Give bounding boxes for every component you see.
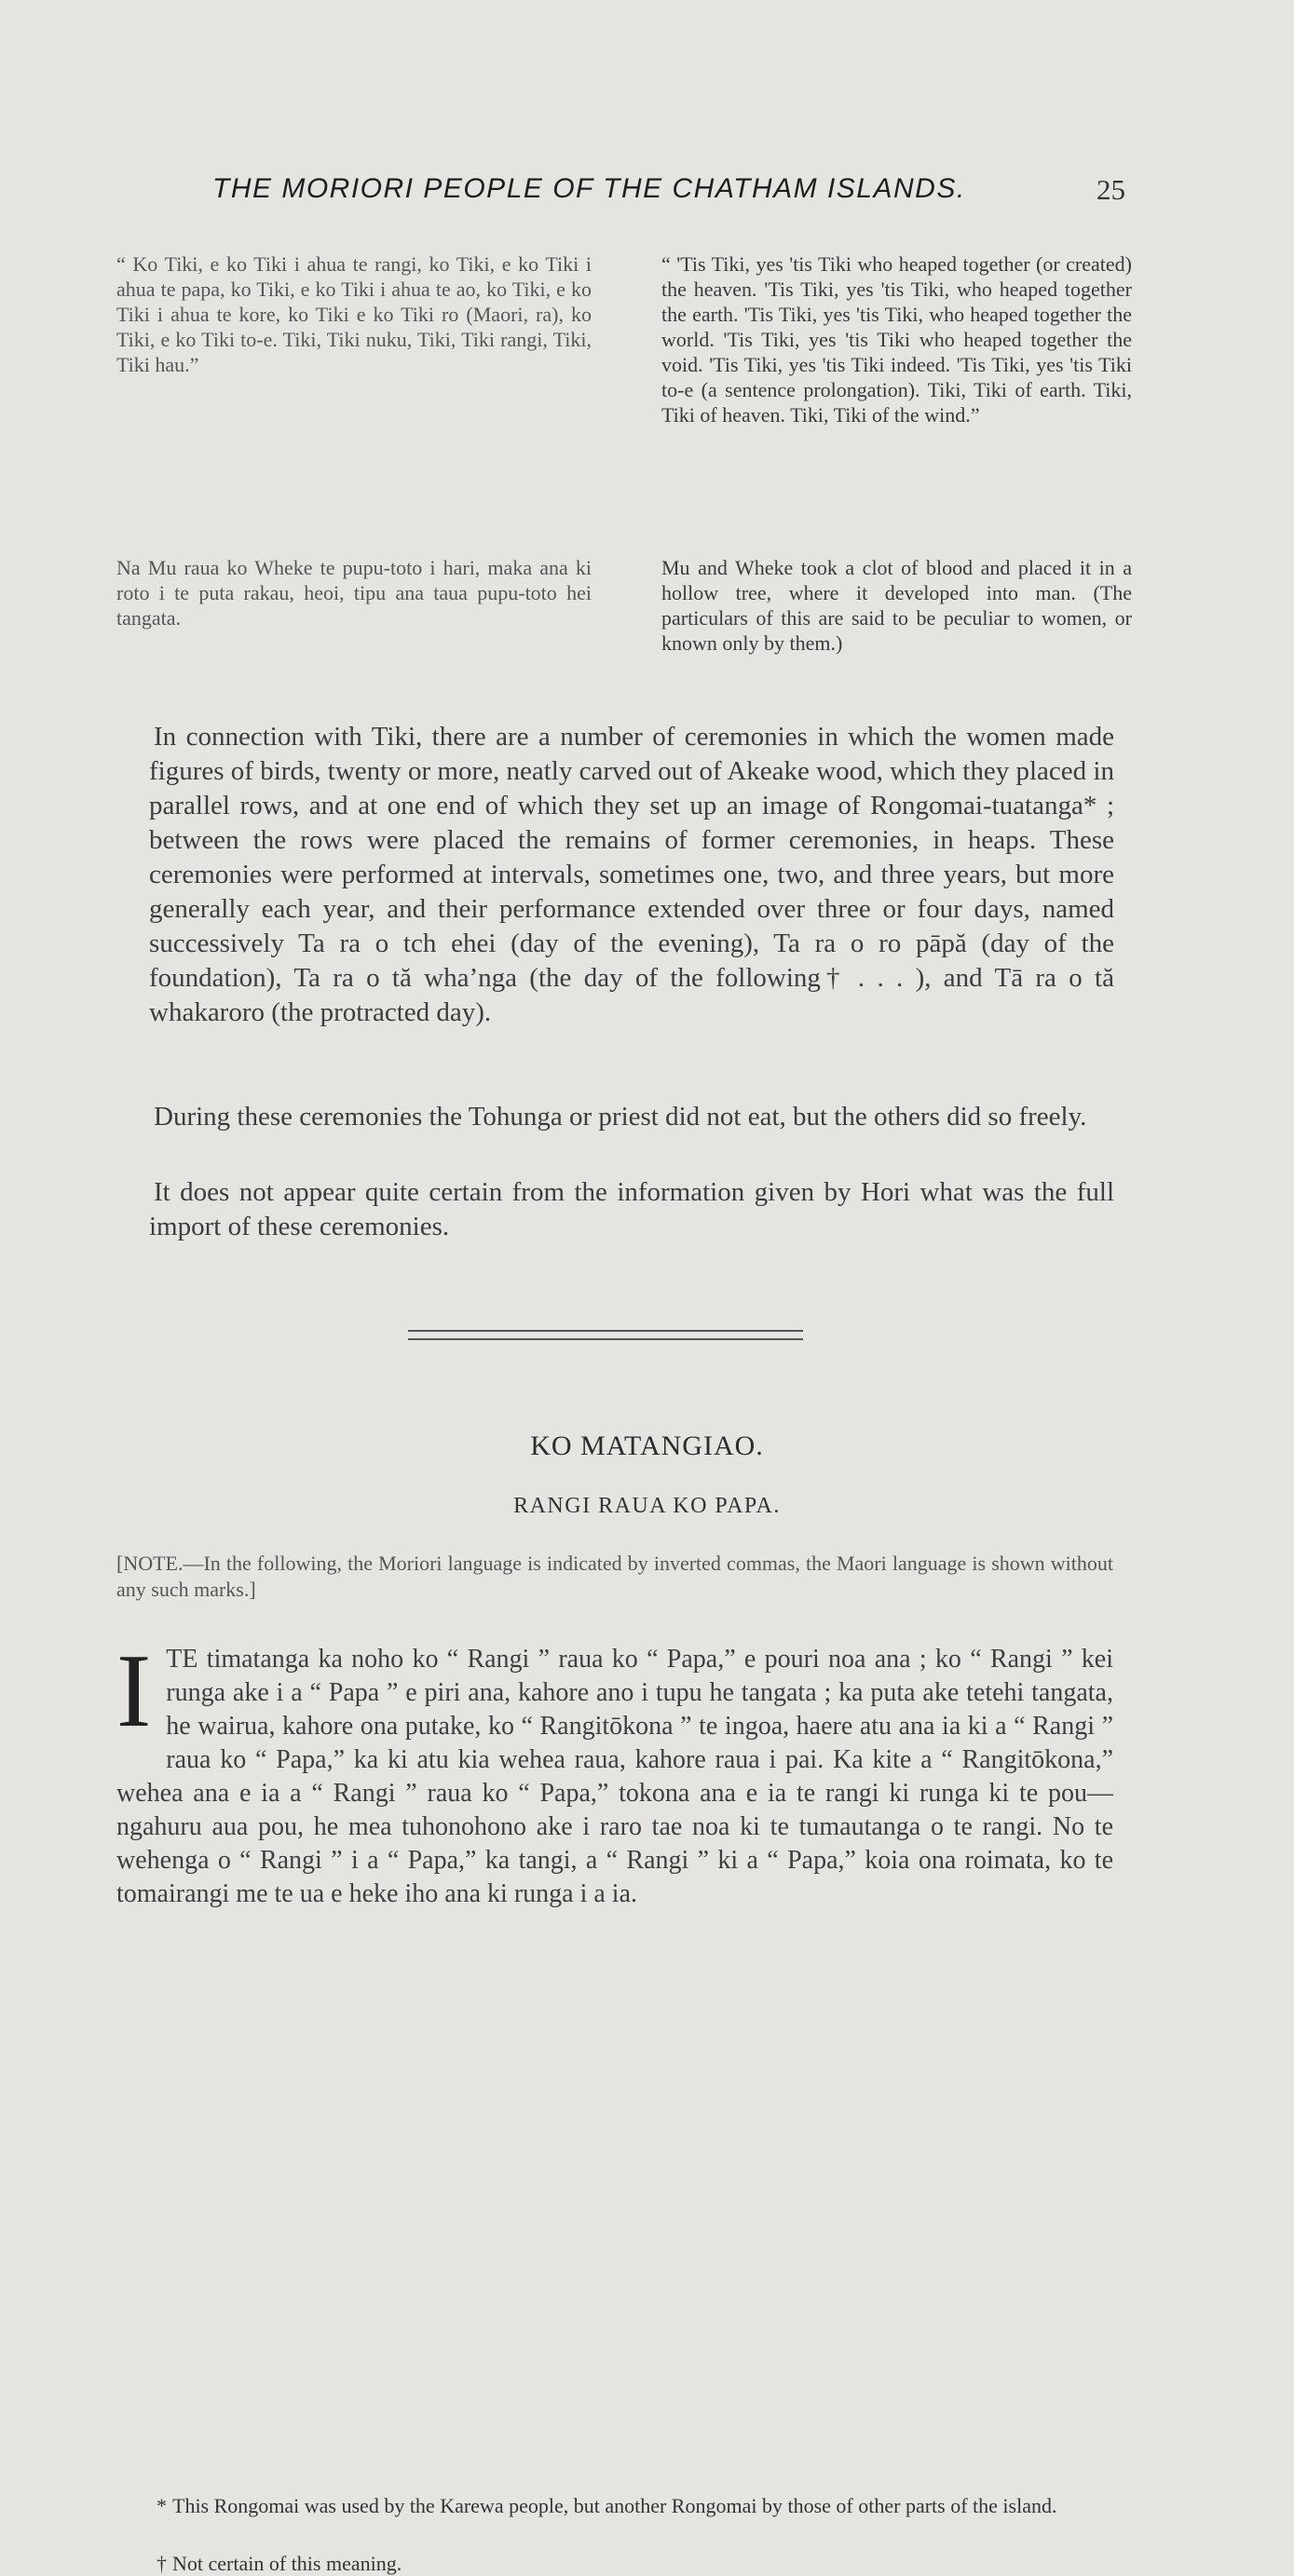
not-certain-paragraph xyxy=(149,1175,1114,1244)
footnote-marker: † xyxy=(157,2552,167,2575)
page-header xyxy=(212,173,1125,216)
page-number: 25 xyxy=(1096,173,1125,206)
tiki-verse-columns xyxy=(116,251,1132,427)
ceremony-text: In connection with Tiki, there are a number of ceremonies in which the women made figures of birds, twenty or more, neatly carved out of Akeake wood, which they placed in parallel rows, and at one end of which they set up an image of Rongomai-tuatanga* ; between the rows were placed the remains of former ceremonies, in heaps. These ceremonies were performed at intervals, sometimes one, two, and three years, but more generally each year, and their performance extended over three or four days, named successively Ta ra o tch ehei (day of the evening), Ta ra o ro pāpă (day of the foundation), Ta ra o tă whaʼnga (the day of the following† . . . ), and Tā ra o tă whakaroro (the protracted day). xyxy=(149,722,1114,1027)
footnote-1 xyxy=(116,2494,1113,2518)
during-paragraph xyxy=(149,1100,1114,1134)
ceremony-paragraph xyxy=(149,720,1114,1030)
english-clot-text: Mu and Wheke took a clot of blood and placed it in a hollow tree, where it developed into man. (The particulars of this are said to be peculiar to women, or known only by them.) xyxy=(661,556,1132,655)
section-title: KO MATANGIAO. xyxy=(530,1430,764,1461)
not-certain-text: It does not appear quite certain from the information given by Hori what was the full import of these ceremonies. xyxy=(149,1177,1114,1241)
english-verse xyxy=(661,251,1132,427)
moriori-verse-text: “ Ko Tiki, e ko Tiki i ahua te rangi, ko Tiki, e ko Tiki i ahua te papa, ko Tiki, e ko Tiki i ahua te ao, ko Tiki, e ko Tiki i ahua te kore, ko Tiki e ko Tiki ro (Maori, ra), ko Tiki, e ko Tiki to-e. Tiki, Tiki nuku, Tiki, Tiki rangi, Tiki, Tiki hau.” xyxy=(116,252,592,376)
footnote-text: Not certain of this meaning. xyxy=(172,2552,402,2575)
matangiao-body: TE timatanga ka noho ko “ Rangi ” raua ko “ Papa,” e pouri noa ana ; ko “ Rangi ” kei runga ake i a “ Papa ” e piri ana, kahore ano i tupu he tangata ; ka puta ake tetehi tangata, he wairua, kahore ona putake, ko “ Rangitōkona ” te ingoa, haere atu ana ia ki a “ Rangi ” raua ko “ Papa,” ka ki atu kia wehea raua, kahore raua i pai. Ka kite a “ Rangitōkona,” wehea ana e ia a “ Rangi ” raua ko “ Papa,” tokona ana e ia te rangi ki runga ki te pou—ngahuru aua pou, he mea tuhonohono ake i raro tae noa ki te tumautanga o te rangi. No te wehenga o “ Rangi ” i a “ Papa,” ka tangi, a “ Rangi ” ki a “ Papa,” koia ona roimata, ko te tomairangi me te ua e heke iho ana ki runga i a ia. xyxy=(116,1645,1113,1908)
blood-clot-columns xyxy=(116,555,1132,656)
footnote-2 xyxy=(116,2552,1113,2576)
matangiao-text xyxy=(116,1634,1113,1911)
moriori-clot xyxy=(116,555,592,656)
running-title: THE MORIORI PEOPLE OF THE CHATHAM ISLANDS. xyxy=(212,173,966,204)
english-clot xyxy=(661,555,1132,656)
footnote-marker: * xyxy=(157,2494,167,2517)
moriori-clot-text: Na Mu raua ko Wheke te pupu-toto i hari, maka ana ki roto i te puta rakau, heoi, tipu ana taua pupu-toto hei tangata. xyxy=(116,556,592,630)
subsection-title: RANGI RAUA KO PAPA. xyxy=(513,1494,781,1518)
during-text: During these ceremonies the Tohunga or priest did not eat, but the others did so freely. xyxy=(154,1102,1087,1132)
footnote-text: This Rongomai was used by the Karewa people, but another Rongomai by those of other parts of the island. xyxy=(172,2494,1057,2517)
language-note: [NOTE.—In the following, the Moriori language is indicated by inverted commas, the Maori language is shown without any such marks.] xyxy=(116,1552,1113,1601)
moriori-verse xyxy=(116,251,592,427)
english-verse-text: “ 'Tis Tiki, yes 'tis Tiki who heaped together (or created) the heaven. 'Tis Tiki, yes 'tis Tiki, who heaped together the earth. 'Tis Tiki, yes 'tis Tiki, who heaped together the world. 'Tis Tiki, yes 'tis Tiki who heaped together the void. 'Tis Tiki, yes 'tis Tiki indeed. 'Tis Tiki, yes 'tis Tiki to-e (a sentence prolongation). Tiki, Tiki of earth. Tiki, Tiki of heaven. Tiki, Tiki of the wind.” xyxy=(661,252,1132,427)
section-divider xyxy=(408,1330,803,1340)
drop-cap: I xyxy=(116,1634,152,1749)
